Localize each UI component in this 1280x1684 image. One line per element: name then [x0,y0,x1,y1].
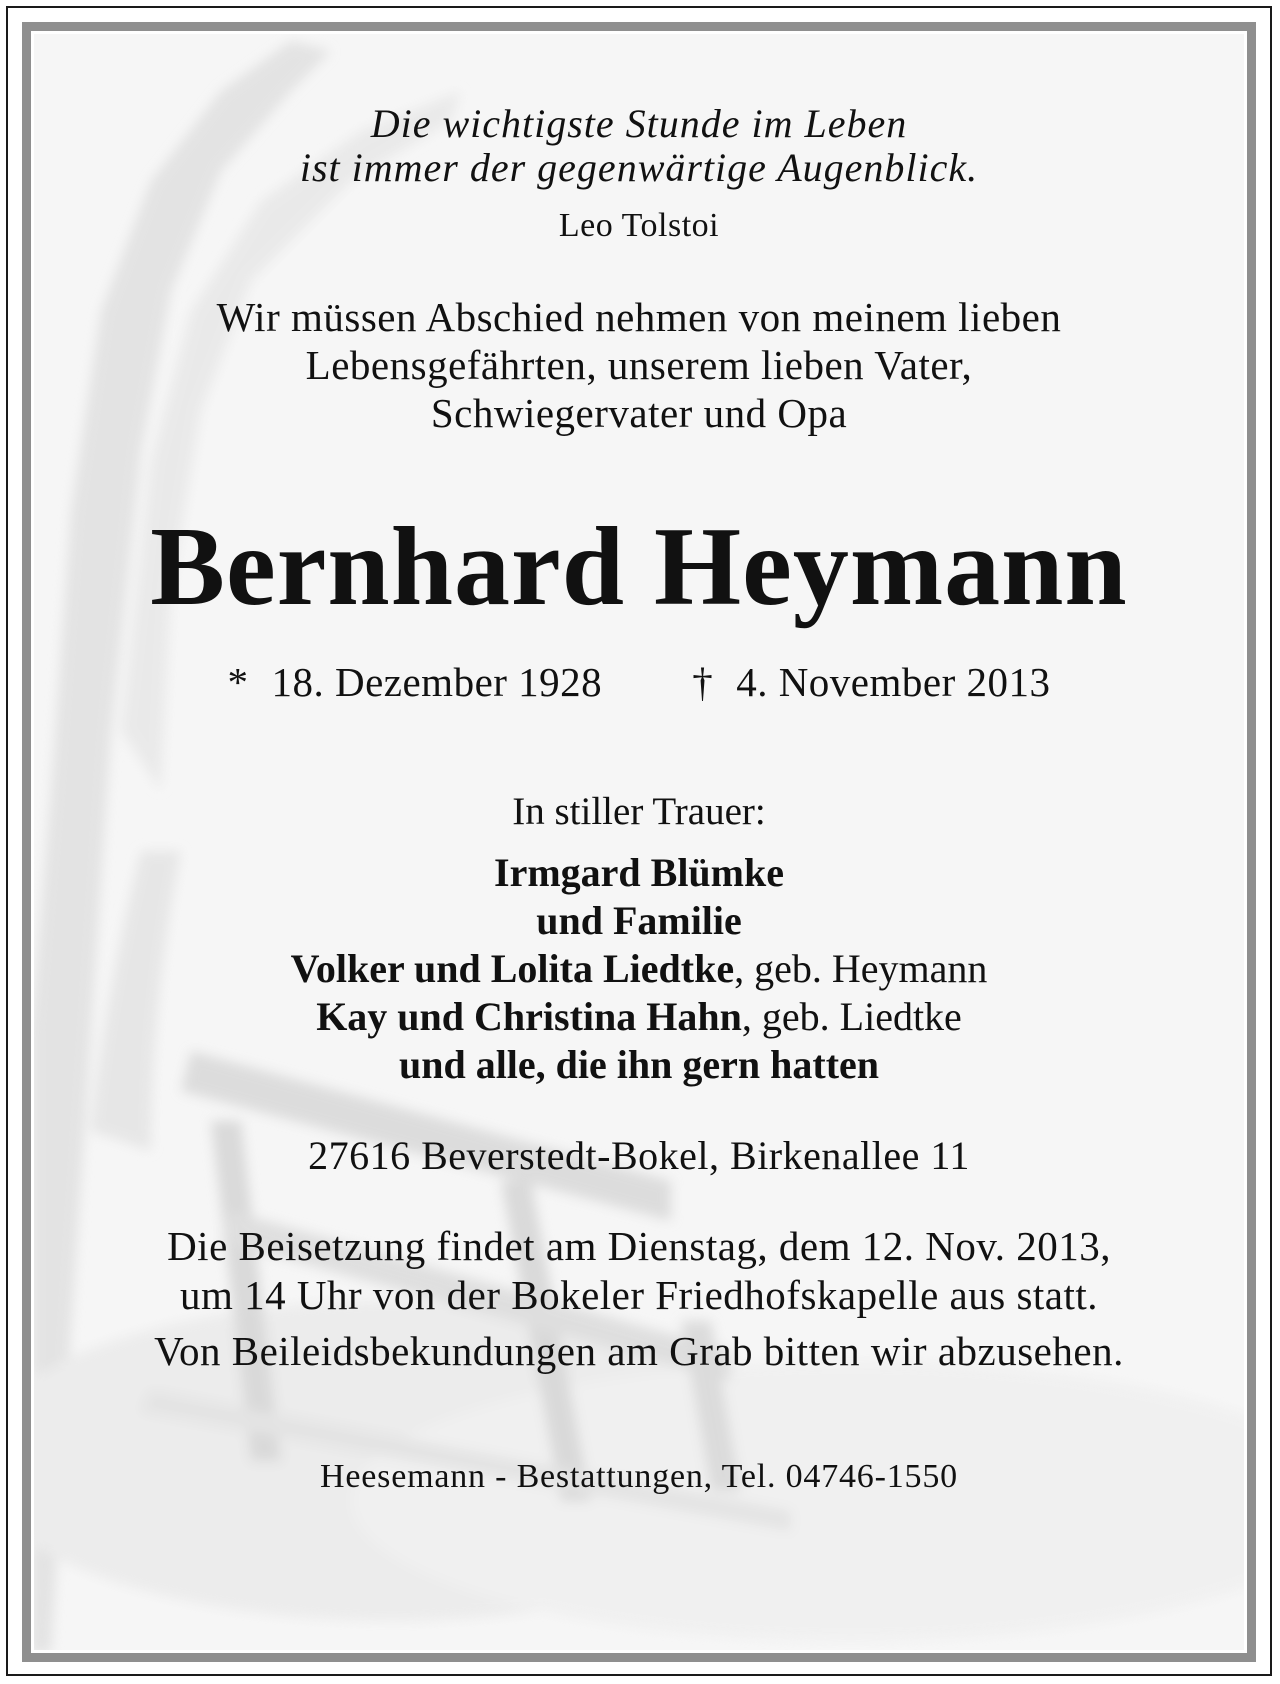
inner-frame [22,22,1256,1662]
mourners-heading: In stiller Trauer: [512,790,766,833]
mourner-line-3 [31,945,1247,992]
quote-line-1: Die wichtigste Stunde im Leben [370,101,908,146]
mourner-line-4-name: Kay und Christina Hahn [316,994,742,1039]
mourner-line-4 [31,993,1247,1040]
funeral-line-1: Die Beisetzung findet am Dienstag, dem 12. Nov. 2013, [167,1223,1111,1269]
deceased-name: Bernhard Heymann [150,505,1128,629]
mourner-line-3-suffix: , geb. Heymann [734,946,988,991]
intro-line-2: Lebensgefährten, unserem lieben Vater, [305,342,973,388]
death-cross-icon: † [692,659,714,705]
mourner-line-4-suffix: , geb. Liedtke [741,994,962,1039]
funeral-line-2: um 14 Uhr von der Bokeler Friedhofskapelle aus statt. [179,1272,1099,1318]
mourner-line-1: Irmgard Blümke [494,850,784,895]
family-address: 27616 Beverstedt-Bokel, Birkenallee 11 [308,1133,970,1178]
intro-line-1: Wir müssen Abschied nehmen von meinem lieben [216,294,1062,340]
obituary-notice [31,31,1247,1653]
undertaker-contact: Heesemann - Bestattungen, Tel. 04746-1550 [320,1458,958,1495]
birth-date: 18. Dezember 1928 [271,659,603,705]
life-dates [31,658,1247,706]
mourner-line-2: und Familie [536,898,742,943]
intro-line-3: Schwiegervater und Opa [430,390,848,436]
mourner-line-3-name: Volker und Lolita Liedtke [290,946,735,991]
quote-author: Leo Tolstoi [558,207,720,244]
death-date: 4. November 2013 [736,659,1051,705]
quote-line-2: ist immer der gegenwärtige Augenblick. [299,145,979,190]
mourner-line-5: und alle, die ihn gern hatten [398,1042,880,1087]
funeral-line-3: Von Beileidsbekundungen am Grab bitten wir abzusehen. [154,1328,1124,1374]
birth-symbol: * [227,659,249,705]
